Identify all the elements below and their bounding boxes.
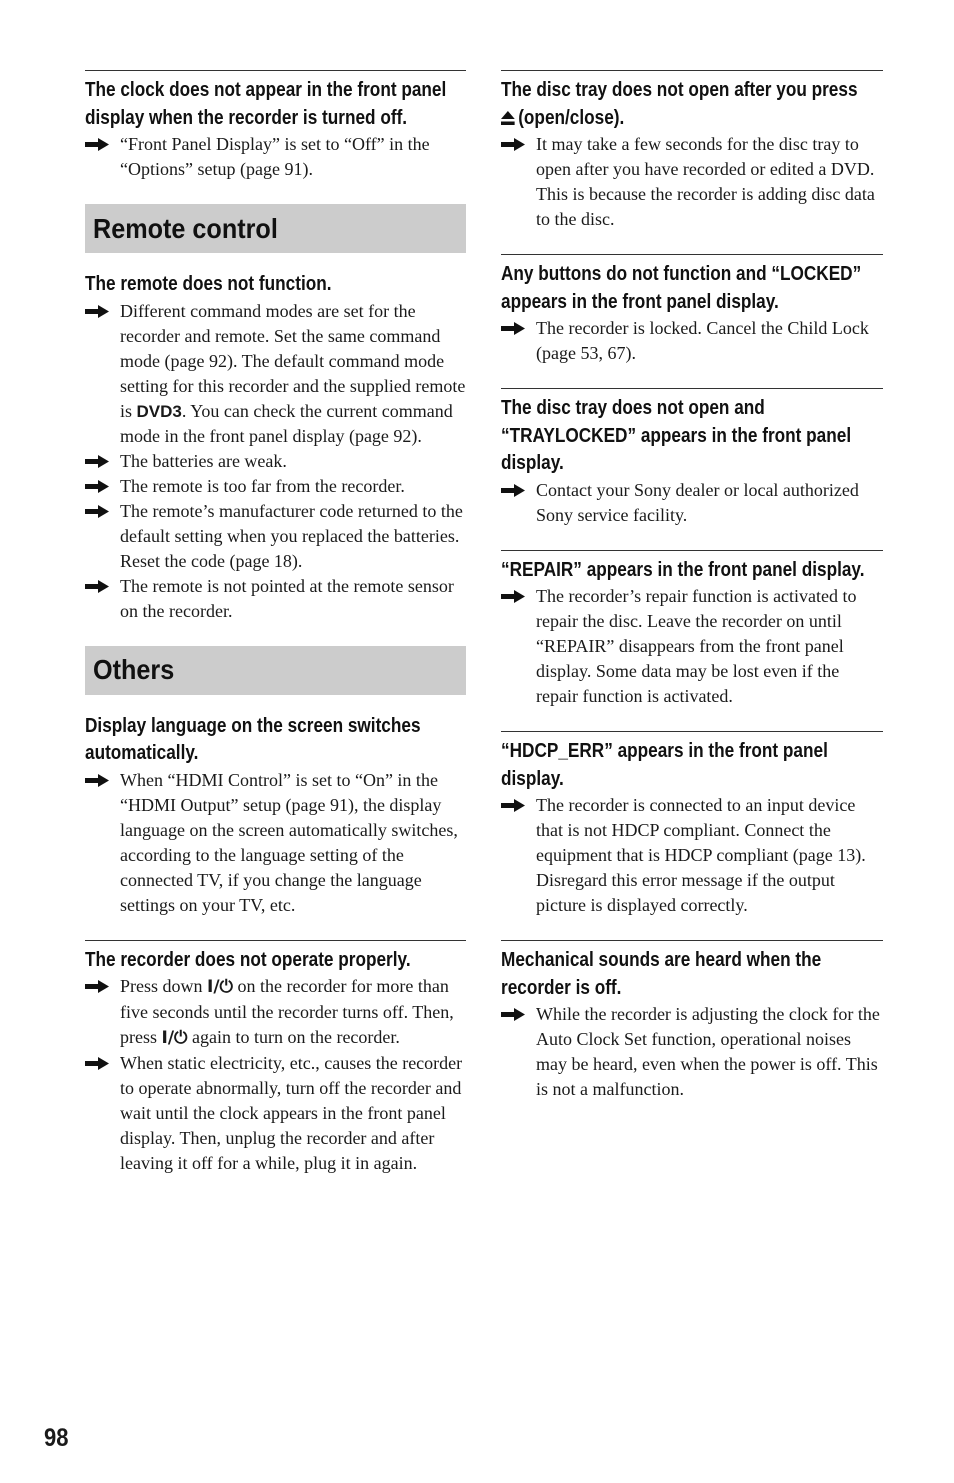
power-icon: I/⏻ (161, 1028, 188, 1048)
arrow-icon (85, 480, 109, 493)
entry-hdcp-err (501, 731, 883, 918)
arrow-icon (85, 305, 109, 318)
list-item: Different command modes are set for the recorder and remote. Set the same command mode (page 92). The default command mode setting for this recorder and the supplied remote is DVD3. You can check the current command mode in the front panel display (page 92). (85, 299, 466, 449)
entry-repair (501, 550, 883, 710)
entry-clock (85, 70, 466, 182)
entry-traylocked (501, 388, 883, 528)
entry-heading: “HDCP_ERR” appears in the front panel display. (501, 740, 828, 790)
arrow-icon (85, 1057, 109, 1070)
list-item: “Front Panel Display” is set to “Off” in the “Options” setup (page 91). (85, 132, 466, 182)
arrow-icon (85, 580, 109, 593)
section-header-others (85, 646, 466, 695)
list-item: The remote is not pointed at the remote sensor on the recorder. (85, 574, 466, 624)
entry-heading: Mechanical sounds are heard when the recorder is off. (501, 949, 822, 999)
entry-heading: The disc tray does not open and “TRAYLOCKED” appears in the front panel display. (501, 397, 852, 474)
arrow-icon (501, 484, 525, 497)
entry-mechanical-sounds (501, 940, 883, 1102)
arrow-icon (85, 980, 109, 993)
right-column (501, 70, 883, 1124)
entry-heading: Any buttons do not function and “LOCKED” appears in the front panel display. (501, 263, 862, 313)
section-title: Remote control (93, 212, 278, 244)
entry-heading: The clock does not appear in the front panel display when the recorder is turned off. (85, 79, 447, 129)
list-item: The recorder is connected to an input device that is not HDCP compliant. Connect the equipment that is HDCP compliant (page 13). Disregard this error message if the output picture is displayed correctly. (501, 793, 883, 918)
list-item: When static electricity, etc., causes the recorder to operate abnormally, turn off the recorder and wait until the clock appears in the front panel display. Then, unplug the recorder and after leaving it off for a while, plug it in again. (85, 1051, 466, 1176)
arrow-icon (85, 774, 109, 787)
list-item: It may take a few seconds for the disc tray to open after you have recorded or edited a DVD. This is because the recorder is adding disc data to the disc. (501, 132, 883, 232)
command-mode-label: DVD3 (136, 401, 182, 421)
entry-heading: The remote does not function. (85, 273, 332, 295)
list-item: The remote’s manufacturer code returned to the default setting when you replaced the batteries. Reset the code (page 18). (85, 499, 466, 574)
page-number: 98 (44, 1424, 69, 1452)
list-item: When “HDMI Control” is set to “On” in the “HDMI Output” setup (page 91), the display language on the screen automatically switches, according to the language setting of the connected TV, if you change the language settings on your TV, etc. (85, 768, 466, 918)
list-item: The remote is too far from the recorder. (85, 474, 466, 499)
entry-heading: Display language on the screen switches automatically. (85, 714, 421, 764)
entry-operate (85, 940, 466, 1177)
entry-locked (501, 254, 883, 366)
arrow-icon (85, 505, 109, 518)
arrow-icon (501, 590, 525, 603)
eject-icon (501, 111, 515, 125)
section-title: Others (93, 654, 175, 685)
entry-heading: The recorder does not operate properly. (85, 948, 411, 971)
entry-heading: “REPAIR” appears in the front panel display. (501, 558, 865, 581)
section-header-remote-control (85, 204, 466, 253)
power-icon: I/⏻ (207, 977, 233, 997)
arrow-icon (501, 322, 525, 335)
entry-remote (85, 271, 466, 624)
entry-heading: The disc tray does not open after you press (open/close). (501, 79, 858, 129)
list-item: The recorder is locked. Cancel the Child Lock (page 53, 67). (501, 316, 883, 366)
list-item: The batteries are weak. (85, 449, 466, 474)
arrow-icon (501, 799, 525, 812)
arrow-icon (85, 455, 109, 468)
arrow-icon (501, 138, 525, 151)
entry-language (85, 713, 466, 918)
list-item: The recorder’s repair function is activated to repair the disc. Leave the recorder on until “REPAIR” disappears from the front panel display. Some data may be lost even if the repair function is activated. (501, 584, 883, 709)
arrow-icon (501, 1008, 525, 1021)
list-item: Contact your Sony dealer or local authorized Sony service facility. (501, 478, 883, 528)
left-column (85, 70, 466, 1198)
arrow-icon (85, 138, 109, 151)
list-item: While the recorder is adjusting the clock for the Auto Clock Set function, operational noises may be heard, even when the power is off. This is not a malfunction. (501, 1002, 883, 1102)
list-item: Press down I/⏻ on the recorder for more than five seconds until the recorder turns off. Then, press I/⏻ again to turn on the recorder. (85, 974, 466, 1051)
entry-disc-tray (501, 70, 883, 232)
